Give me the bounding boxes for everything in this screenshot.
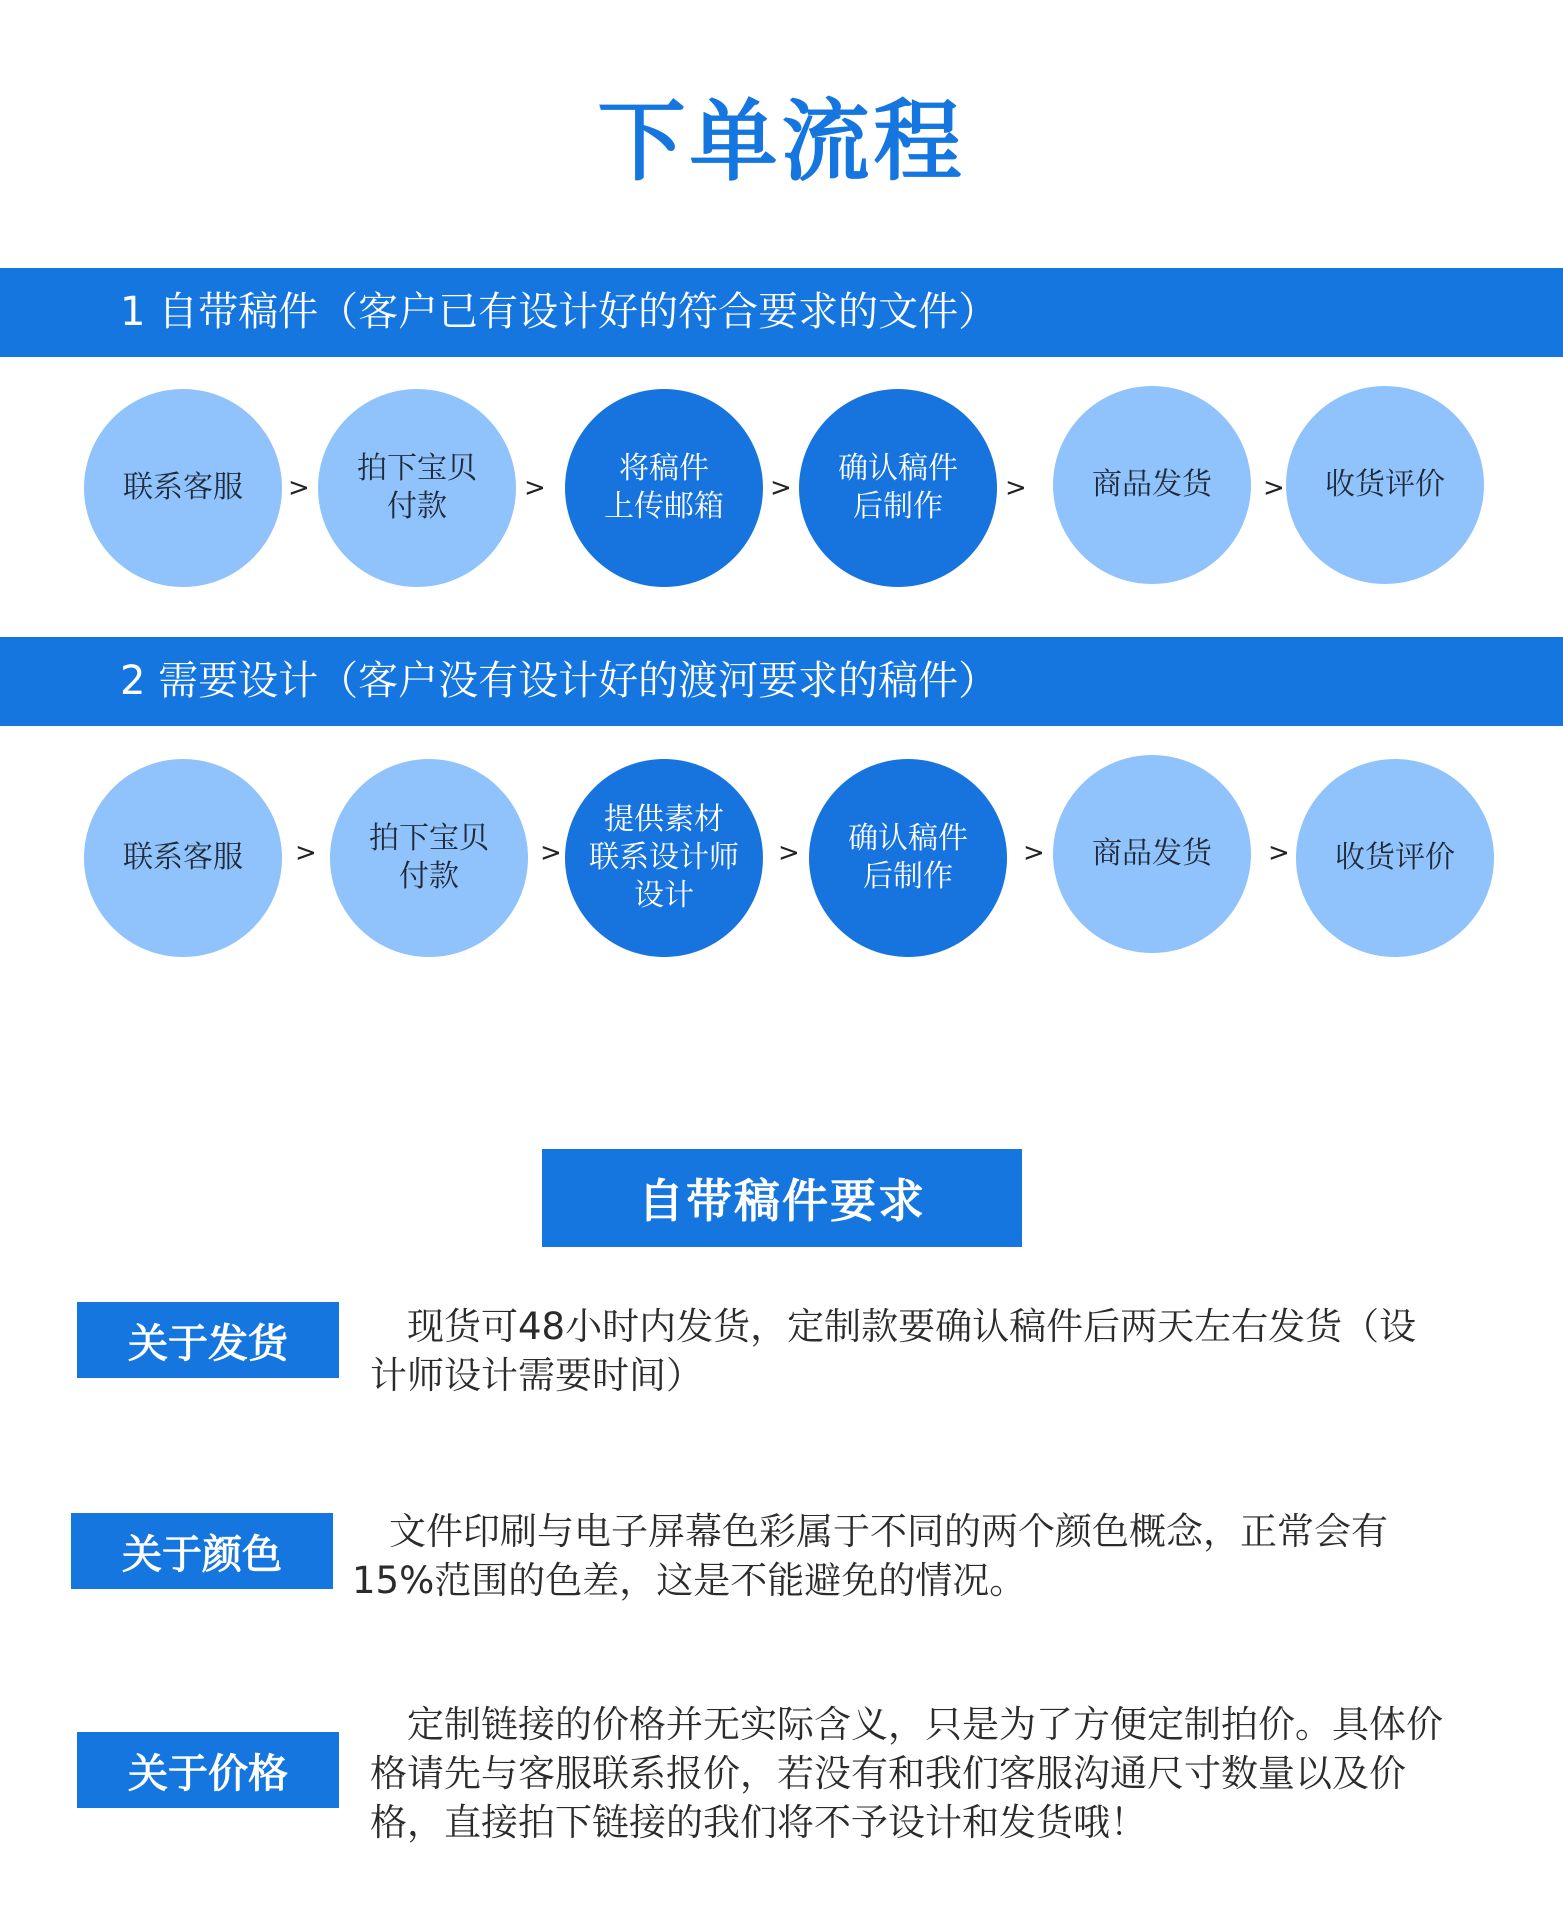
arrow-icon: > [295,838,317,868]
tag-price: 关于价格 [77,1732,339,1808]
arrow-icon: > [770,473,792,503]
arrow-icon: > [778,838,800,868]
step-circle-contact-2: 联系客服 [84,759,282,957]
arrow-icon: > [1005,473,1027,503]
arrow-icon: > [1268,838,1290,868]
arrow-icon: > [288,473,310,503]
arrow-icon: > [540,838,562,868]
desc-price: 定制链接的价格并无实际含义，只是为了方便定制拍价。具体价格请先与客服联系报价，若没有和我们客服沟通尺寸数量以及价格，直接拍下链接的我们将不予设计和发货哦！ [370,1703,1443,1844]
step-circle-order-2: 拍下宝贝 付款 [330,759,528,957]
requirements-title: 自带稿件要求 [542,1149,1022,1247]
step-circle-ship-1: 商品发货 [1053,386,1251,584]
step-circle-order-1: 拍下宝贝 付款 [318,389,516,587]
section-title-2: 2 需要设计（客户没有设计好的渡河要求的稿件） [120,658,999,704]
step-circle-confirm-2: 确认稿件 后制作 [809,759,1007,957]
tag-shipping: 关于发货 [77,1302,339,1378]
arrow-icon: > [1263,473,1285,503]
step-circle-upload-1: 将稿件 上传邮箱 [565,389,763,587]
step-circle-review-2: 收货评价 [1296,759,1494,957]
step-circle-design-2: 提供素材 联系设计师 设计 [565,759,763,957]
step-circle-ship-2: 商品发货 [1053,755,1251,953]
arrow-icon: > [524,473,546,503]
arrow-icon: > [1023,838,1045,868]
section-band-1 [0,268,1563,357]
step-circle-review-1: 收货评价 [1286,386,1484,584]
section-title-1: 1 自带稿件（客户已有设计好的符合要求的文件） [120,289,999,335]
tag-color: 关于颜色 [71,1513,333,1589]
step-circle-confirm-1: 确认稿件 后制作 [799,389,997,587]
section-band-2 [0,637,1563,726]
desc-color: 文件印刷与电子屏幕色彩属于不同的两个颜色概念，正常会有15%范围的色差，这是不能避免的情况。 [352,1510,1388,1602]
step-circle-contact-1: 联系客服 [84,389,282,587]
desc-shipping: 现货可48小时内发货，定制款要确认稿件后两天左右发货（设计师设计需要时间） [370,1305,1417,1397]
page-title: 下单流程 [597,90,966,193]
